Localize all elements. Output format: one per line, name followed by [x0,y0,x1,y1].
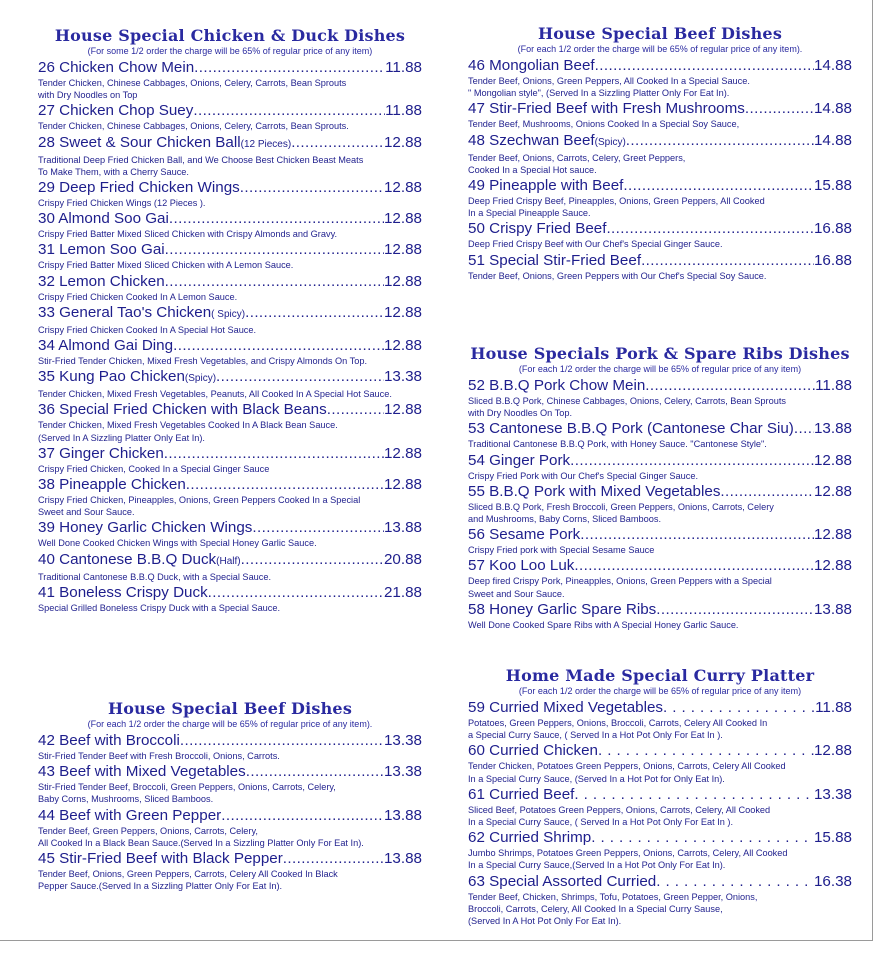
menu-item-line [468,525,852,544]
item-description: Tender Chicken, Mixed Fresh Vegetables Cooked In A Black Bean Sauce. (Served In A Sizzling Platter Only Eat In). [38,420,338,443]
menu-item-line [38,303,422,324]
menu-items [468,376,852,631]
item-name: 57 Koo Loo Luk [468,557,575,575]
item-price: 13.38 [383,732,422,749]
item-name: 41 Boneless Crispy Duck [38,583,208,601]
menu-item [468,251,852,282]
menu-item [38,178,422,209]
menu-item-line [38,178,422,197]
dot-leader [656,600,814,619]
dot-leader [186,475,384,494]
item-price: 20.88 [383,550,422,568]
item-name: 29 Deep Fried Chicken Wings [38,179,240,197]
item-price: 11.88 [815,699,852,716]
menu-item [468,482,852,525]
menu-item [38,133,422,178]
item-name: 26 Chicken Chow Mein [38,59,195,76]
item-description: Deep fired Crispy Pork, Pineapples, Onions, Green Peppers with a Special Sweet and Sour Sauce. [468,576,772,599]
menu-item [38,367,422,400]
item-description: Crispy Fried Chicken, Pineapples, Onions, Green Peppers Cooked In a Special Sweet and Sour Sauce. [38,495,361,518]
item-name: 42 Beef with Broccoli [38,732,180,749]
item-description: Sliced Beef, Potatoes Green Peppers, Onions, Carrots, Celery, All Cooked In a Special Curry Sauce, ( Served In a Hot Pot Only For Eat In ). [468,804,771,828]
item-description: Traditional Cantonese B.B.Q Pork, with Honey Sauce. "Cantonese Style". [468,439,767,450]
menu-item [468,176,852,219]
item-description: Tender Beef, Onions, Carrots, Celery, Greet Peppers, Cooked In a Special Hot sauce. [468,152,686,175]
item-price: 11.88 [385,102,422,120]
menu-item-line [38,550,422,571]
dot-leader [221,806,384,825]
section-beef-right [468,24,852,282]
menu-item-line [468,56,852,75]
menu-item [468,56,852,99]
item-description: Tender Beef, Onions, Green Peppers, All Cooked In a Special Sauce. " Mongolian style", (Served In a Sizzling Platter Only For Eat In). [468,76,750,99]
dot-leader [208,583,384,602]
item-description: Sliced B.B.Q Pork, Fresh Broccoli, Green Peppers, Onions, Carrots, Celery and Mushrooms, Baby Corns, Sliced Bamboos. [468,501,774,525]
item-description: Stir-Fried Tender Chicken, Mixed Fresh Vegetables, and Crispy Almonds On Top. [38,356,368,367]
item-name: 55 B.B.Q Pork with Mixed Vegetables [468,482,721,500]
dot-leader [327,400,384,419]
menu-item-line [468,872,852,891]
item-price: 13.88 [813,420,852,438]
menu-item-line [468,451,852,470]
section-title: House Specials Pork & Spare Ribs Dishes [470,344,850,363]
dot-leader [246,762,384,781]
item-price: 12.88 [383,401,422,419]
item-price: 12.88 [383,241,422,259]
item-description: Tender Beef, Onions, Green Peppers with Our Chef's Special Soy Sauce. [468,270,767,281]
item-description: Traditional Deep Fried Chicken Ball, and We Choose Best Chicken Beast Meats To Make Them, with a Cherry Sauce. [38,154,364,177]
menu-item-line [38,367,422,388]
item-name: 53 Cantonese B.B.Q Pork (Cantonese Char Siu) [468,420,794,438]
dot-leader [591,828,814,847]
item-name: 49 Pineapple with Beef [468,177,624,195]
item-price: 11.88 [385,59,422,76]
dot-leader [656,872,814,891]
section-note: (For each 1/2 order the charge will be 65% of regular price of any item). [87,719,373,729]
menu-item [468,451,852,482]
menu-item-line [38,762,422,781]
dot-leader [165,240,384,259]
item-name: 54 Ginger Pork [468,451,571,469]
dot-leader [720,482,814,501]
menu-item [38,101,422,132]
menu-item [38,762,422,805]
item-price: 12.88 [383,272,422,290]
item-description: Stir-Fried Tender Beef with Fresh Broccoli, Onions, Carrots. [38,751,280,761]
dot-leader [245,303,384,322]
item-price: 12.88 [813,742,852,760]
dot-leader [570,451,814,470]
item-description: Tender Chicken, Chinese Cabbages, Onions, Celery, Carrots, Bean Sprouts. [38,121,349,132]
menu-item-line [38,58,422,77]
item-name: 38 Pineapple Chicken [38,476,186,494]
dot-leader [283,849,384,868]
dot-leader [574,556,814,575]
menu-item-line [468,698,852,717]
item-price: 12.88 [813,451,852,469]
menu-item [38,209,422,240]
item-name: 27 Chicken Chop Suey [38,102,194,120]
section-title: House Special Chicken & Duck Dishes [54,26,406,45]
menu-item-line [38,806,422,825]
item-price: 12.88 [383,210,422,228]
dot-leader [580,525,814,544]
menu-item [468,872,852,928]
item-name: 56 Sesame Pork [468,526,581,544]
item-name: 58 Honey Garlic Spare Ribs [468,600,657,618]
section-title: House Special Beef Dishes [537,24,783,43]
item-description: Crispy Fried pork with Special Sesame Sauce [468,545,655,556]
item-description: Deep Fried Crispy Beef, Pineapples, Onions, Green Peppers, All Cooked In a Special Pineapple Sauce. [468,196,765,219]
menu-item-line [38,133,422,154]
menu-item-line [468,219,852,238]
menu-item [38,240,422,271]
menu-item-line [468,741,852,760]
dot-leader [241,550,384,569]
menu-item [468,419,852,450]
section-note: (For some 1/2 order the charge will be 65% of regular price of any item) [87,46,373,56]
item-description: Well Done Cooked Chicken Wings with Special Honey Garlic Sauce. [38,538,317,549]
item-price: 13.88 [383,519,422,537]
item-qualifier: (12 Pieces) [240,138,292,150]
dot-leader [240,178,384,197]
item-name: 40 Cantonese B.B.Q Duck [38,550,217,568]
section-curry [468,666,852,927]
item-price: 13.38 [383,368,422,386]
item-description: Crispy Fried Pork with Our Chef's Special Ginger Sauce. [468,470,698,481]
menu-item [468,376,852,419]
section-title: Home Made Special Curry Platter [505,666,815,685]
menu-item [468,219,852,250]
menu-item [468,556,852,599]
item-name: 35 Kung Pao Chicken [38,368,185,386]
item-name: 44 Beef with Green Pepper [38,806,222,824]
item-name: 50 Crispy Fried Beef [468,220,607,238]
item-price: 15.88 [813,177,852,195]
menu-item [38,518,422,549]
section-note: (For each 1/2 order the charge will be 65% of regular price of any item) [518,686,802,696]
menu-item-line [468,556,852,575]
item-price: 12.88 [383,476,422,494]
item-name: 52 B.B.Q Pork Chow Mein [468,377,646,394]
item-price: 13.88 [383,850,422,868]
menu-item-line [468,419,852,438]
dot-leader [252,518,384,537]
dot-leader [574,785,814,804]
menu-item [38,849,422,892]
dot-leader [623,176,814,195]
menu-item-line [468,482,852,501]
dot-leader [193,101,385,120]
item-name: 30 Almond Soo Gai [38,210,169,228]
item-name: 63 Special Assorted Curried [468,872,657,890]
item-price: 13.38 [383,763,422,781]
dot-leader [291,133,384,152]
item-price: 12.88 [813,526,852,544]
item-description: Crispy Fried Batter Mixed Sliced Chicken with A Lemon Sauce. [38,260,294,271]
menu-item-line [38,209,422,228]
menu-item [38,444,422,475]
dot-leader [216,367,384,386]
item-name: 39 Honey Garlic Chicken Wings [38,519,253,537]
item-name: 62 Curried Shrimp [468,829,592,847]
menu-item-line [38,849,422,868]
menu-item-line [38,583,422,602]
item-price: 12.88 [383,337,422,355]
menu-items [468,56,852,282]
menu-item [468,828,852,871]
section-beef-left [38,699,422,892]
menu-items [468,698,852,927]
item-price: 13.38 [813,785,852,803]
dot-leader [794,419,814,438]
item-price: 13.88 [383,806,422,824]
item-qualifier: (Spicy) [594,136,626,148]
menu-item-line [468,376,852,395]
dot-leader [606,219,814,238]
dot-leader [164,444,384,463]
dot-leader [663,698,815,717]
menu-item [38,475,422,518]
item-description: Tender Beef, Chicken, Shrimps, Tofu, Potatoes, Green Pepper, Onions, Broccoli, Carrots, Celery, All Cooked In a Special Curry Sause, (Served In A Hot Pot Only For Eat In). [468,891,758,927]
menu-item-line [468,131,852,152]
section-chicken-duck [38,26,422,614]
item-name: 45 Stir-Fried Beef with Black Pepper [38,850,283,868]
item-description: Potatoes, Green Peppers, Onions, Broccoli, Carrots, Celery All Cooked In a Special Curry Sauce, ( Served In a Hot Pot Only For Eat In ). [468,718,768,741]
item-name: 48 Szechwan Beef [468,131,595,149]
item-name: 46 Mongolian Beef [468,57,595,74]
menu-item-line [38,240,422,259]
item-description: Tender Chicken, Mixed Fresh Vegetables, Peanuts, All Cooked In A Special Hot Sauce. [38,389,392,400]
item-description: Tender Chicken, Chinese Cabbages, Onions, Celery, Carrots, Bean Sprouts with Dry Noodles on Top [38,78,347,101]
item-name: 43 Beef with Mixed Vegetables [38,763,246,781]
item-description: Crispy Fried Batter Mixed Sliced Chicken with Crispy Almonds and Gravy. [38,229,338,240]
item-price: 15.88 [813,829,852,847]
section-title: House Special Beef Dishes [107,699,353,718]
menu-item [468,525,852,556]
menu-item-line [468,251,852,270]
item-name: 32 Lemon Chicken [38,272,165,290]
item-description: Crispy Fried Chicken, Cooked In a Special Ginger Sauce [38,463,270,474]
menu-item-line [38,272,422,291]
menu-item [38,272,422,303]
item-qualifier: (Spicy) [184,373,217,385]
dot-leader [745,99,814,118]
item-price: 13.88 [813,600,852,618]
item-price: 12.88 [383,179,422,197]
dot-leader [173,336,384,355]
menu-item [38,583,422,614]
item-name: 37 Ginger Chicken [38,444,164,462]
section-note: (For each 1/2 order the charge will be 65% of regular price of any item) [518,364,802,374]
menu-item-line [38,444,422,463]
item-description: Tender Chicken, Potatoes Green Peppers, Onions, Carrots, Celery All Cooked In a Special Curry Sauce, (Served In a Hot Pot for Only Eat In). [468,761,786,784]
dot-leader [165,272,384,291]
menu-item-line [38,101,422,120]
item-price: 14.88 [813,57,852,74]
dot-leader [169,209,384,228]
item-name: 31 Lemon Soo Gai [38,241,165,259]
item-price: 16.38 [813,872,852,890]
menu-item [468,741,852,784]
dot-leader [641,251,814,270]
item-name: 33 General Tao's Chicken [38,303,212,321]
item-name: 36 Special Fried Chicken with Black Beans [38,401,327,419]
dot-leader [626,131,814,150]
menu-items [38,58,422,614]
menu-item [468,131,852,176]
item-name: 47 Stir-Fried Beef with Fresh Mushrooms [468,100,745,118]
item-name: 34 Almond Gai Ding [38,337,174,355]
dot-leader [595,56,814,75]
item-name: 59 Curried Mixed Vegetables [468,699,664,716]
menu-item [468,698,852,741]
dot-leader [180,731,384,750]
menu-item-line [38,731,422,750]
menu-item [38,400,422,443]
item-description: Crispy Fried Chicken Cooked In A Lemon Sauce. [38,291,238,302]
item-price: 12.88 [383,303,422,321]
item-price: 16.88 [813,251,852,269]
section-pork-ribs [468,344,852,631]
item-description: Stir-Fried Tender Beef, Broccoli, Green Peppers, Onions, Carrots, Celery, Baby Corns, Mushrooms, Sliced Bamboos. [38,782,336,805]
item-description: Crispy Fried Chicken Wings (12 Pieces ). [38,198,206,209]
item-description: Tender Beef, Green Peppers, Onions, Carrots, Celery, All Cooked In a Black Bean Sauce.(Served In a Sizzling Platter Only For Eat In). [38,825,364,848]
item-description: Traditional Cantonese B.B.Q Duck, with a Special Sauce. [38,571,272,582]
item-price: 14.88 [813,131,852,149]
menu-item-line [38,475,422,494]
menu-item [468,99,852,130]
item-price: 11.88 [815,377,852,394]
item-price: 12.88 [383,444,422,462]
menu-item [38,550,422,583]
dot-leader [645,376,815,395]
item-description: Deep Fried Crispy Beef with Our Chef's Special Ginger Sauce. [468,239,723,250]
item-qualifier: ( Spicy) [211,308,246,320]
menu-item-line [38,400,422,419]
menu-item [468,600,852,631]
item-description: Sliced B.B.Q Pork, Chinese Cabbages, Onions, Celery, Carrots, Bean Sprouts with Dry Noodles On Top. [468,396,786,419]
item-name: 28 Sweet & Sour Chicken Ball [38,133,241,151]
menu-item [38,731,422,762]
item-description: Jumbo Shrimps, Potatoes Green Peppers, Onions, Carrots, Celery, All Cooked In a Special Curry Sauce,(Served In a Hot Pot Only For Eat In). [468,848,788,871]
item-price: 16.88 [813,220,852,238]
dot-leader [194,58,385,77]
menu-item-line [468,785,852,804]
menu-item-line [38,336,422,355]
item-description: Special Grilled Boneless Crispy Duck with a Special Sauce. [38,602,281,613]
item-price: 12.88 [813,557,852,575]
section-note: (For each 1/2 order the charge will be 65% of regular price of any item). [517,44,803,54]
item-description: Tender Beef, Onions, Green Peppers, Carrots, Celery All Cooked In Black Pepper Sauce.(Served In a Sizzling Platter Only For Eat In). [38,869,338,892]
item-price: 14.88 [813,100,852,118]
menu-item-line [468,99,852,118]
menu-item-line [468,828,852,847]
menu-item [38,303,422,336]
item-price: 21.88 [383,583,422,601]
menu-item [38,336,422,367]
menu-item [468,785,852,828]
item-name: 61 Curried Beef [468,785,575,803]
menu-items [38,731,422,892]
item-name: 60 Curried Chicken [468,742,598,760]
item-price: 12.88 [813,482,852,500]
menu-item-line [468,176,852,195]
menu-item [38,58,422,101]
menu-item-line [38,518,422,537]
item-price: 12.88 [383,133,422,151]
dot-leader [598,741,814,760]
item-description: Tender Beef, Mushrooms, Onions Cooked In a Special Soy Sauce, [468,119,740,130]
item-description: Well Done Cooked Spare Ribs with A Special Honey Garlic Sauce. [468,619,739,630]
item-qualifier: (Half) [216,555,241,567]
menu-item [38,806,422,849]
menu-item-line [468,600,852,619]
item-description: Crispy Fried Chicken Cooked In A Special Hot Sauce. [38,324,257,335]
item-name: 51 Special Stir-Fried Beef [468,251,642,269]
